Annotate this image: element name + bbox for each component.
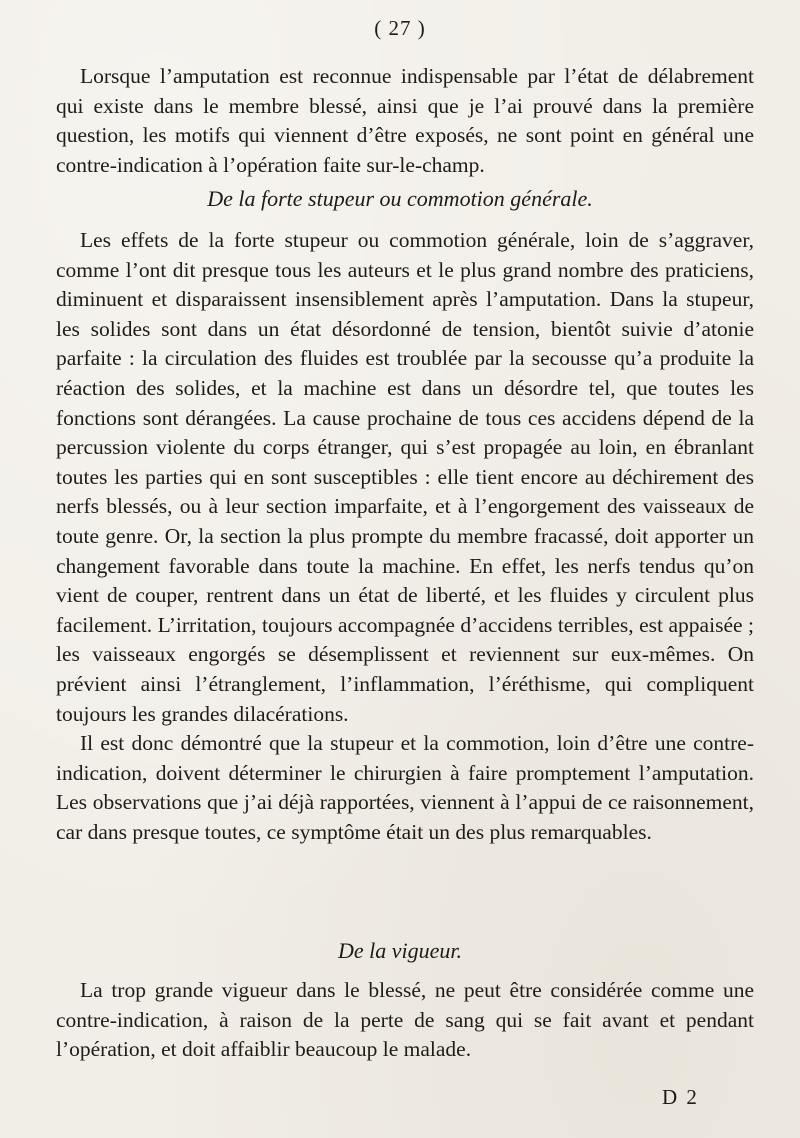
signature-mark: D 2 — [662, 1085, 699, 1109]
vigueur-paragraph: La trop grande vigueur dans le blessé, ne peut être considérée comme une contre-indication, à raison de la perte de sang qui se fait avant et pendant l’opération, et doit affaiblir beaucoup le malade. — [56, 978, 754, 1062]
intro-section — [56, 62, 754, 180]
section-heading-stupeur: De la forte stupeur ou commotion générale. — [207, 186, 593, 211]
page-number: ( 27 ) — [374, 16, 426, 40]
stupeur-section — [56, 226, 754, 847]
stupeur-paragraph-1: Les effets de la forte stupeur ou commotion générale, loin de s’aggraver, comme l’ont dit presque tous les auteurs et le plus grand nombre des praticiens, diminuent et disparaissent insensiblement après l’amputation. Dans la stupeur, les solides sont dans un état désordonné de tension, bientôt suivie d’atonie parfaite : la circulation des fluides est troublée par la secousse qu’a produite la réaction des solides, et la machine est dans un désordre tel, que toutes les fonctions sont dérangées. La cause prochaine de tous ces accidens dépend de la percussion violente du corps étranger, qui s’est propagée au loin, en ébranlant toutes les parties qui en sont susceptibles : elle tient encore au déchirement des nerfs blessés, ou à leur section imparfaite, et à l’engorgement des vaisseaux de toute genre. Or, la section la plus prompte du membre fracassé, doit apporter un changement favorable dans toute la machine. En effet, les nerfs tendus qu’on vient de couper, rentrent dans un état de liberté, et les fluides y circulent plus facilement. L’irritation, toujours accompagnée d’accidens terribles, est appaisée ; les vaisseaux engorgés se désemplissent et reviennent sur eux-mêmes. On prévient ainsi l’étranglement, l’inflammation, l’éréthisme, qui compliquent toujours les grandes dilacérations. — [56, 228, 754, 726]
section-heading-vigueur: De la vigueur. — [337, 938, 463, 963]
stupeur-paragraph-2: Il est donc démontré que la stupeur et la commotion, loin d’être une contre-indication, doivent déterminer le chirurgien à faire promptement l’amputation. Les observations que j’ai déjà rapportées, viennent à l’appui de ce raisonnement, car dans presque toutes, ce symptôme était un des plus remarquables. — [56, 731, 754, 844]
vigueur-section — [56, 976, 754, 1065]
intro-paragraph: Lorsque l’amputation est reconnue indispensable par l’état de délabrement qui existe dans le membre blessé, ainsi que je l’ai prouvé dans la première question, les motifs qui viennent d’être exposés, ne sont point en général une contre-indication à l’opération faite sur-le-champ. — [56, 64, 754, 177]
